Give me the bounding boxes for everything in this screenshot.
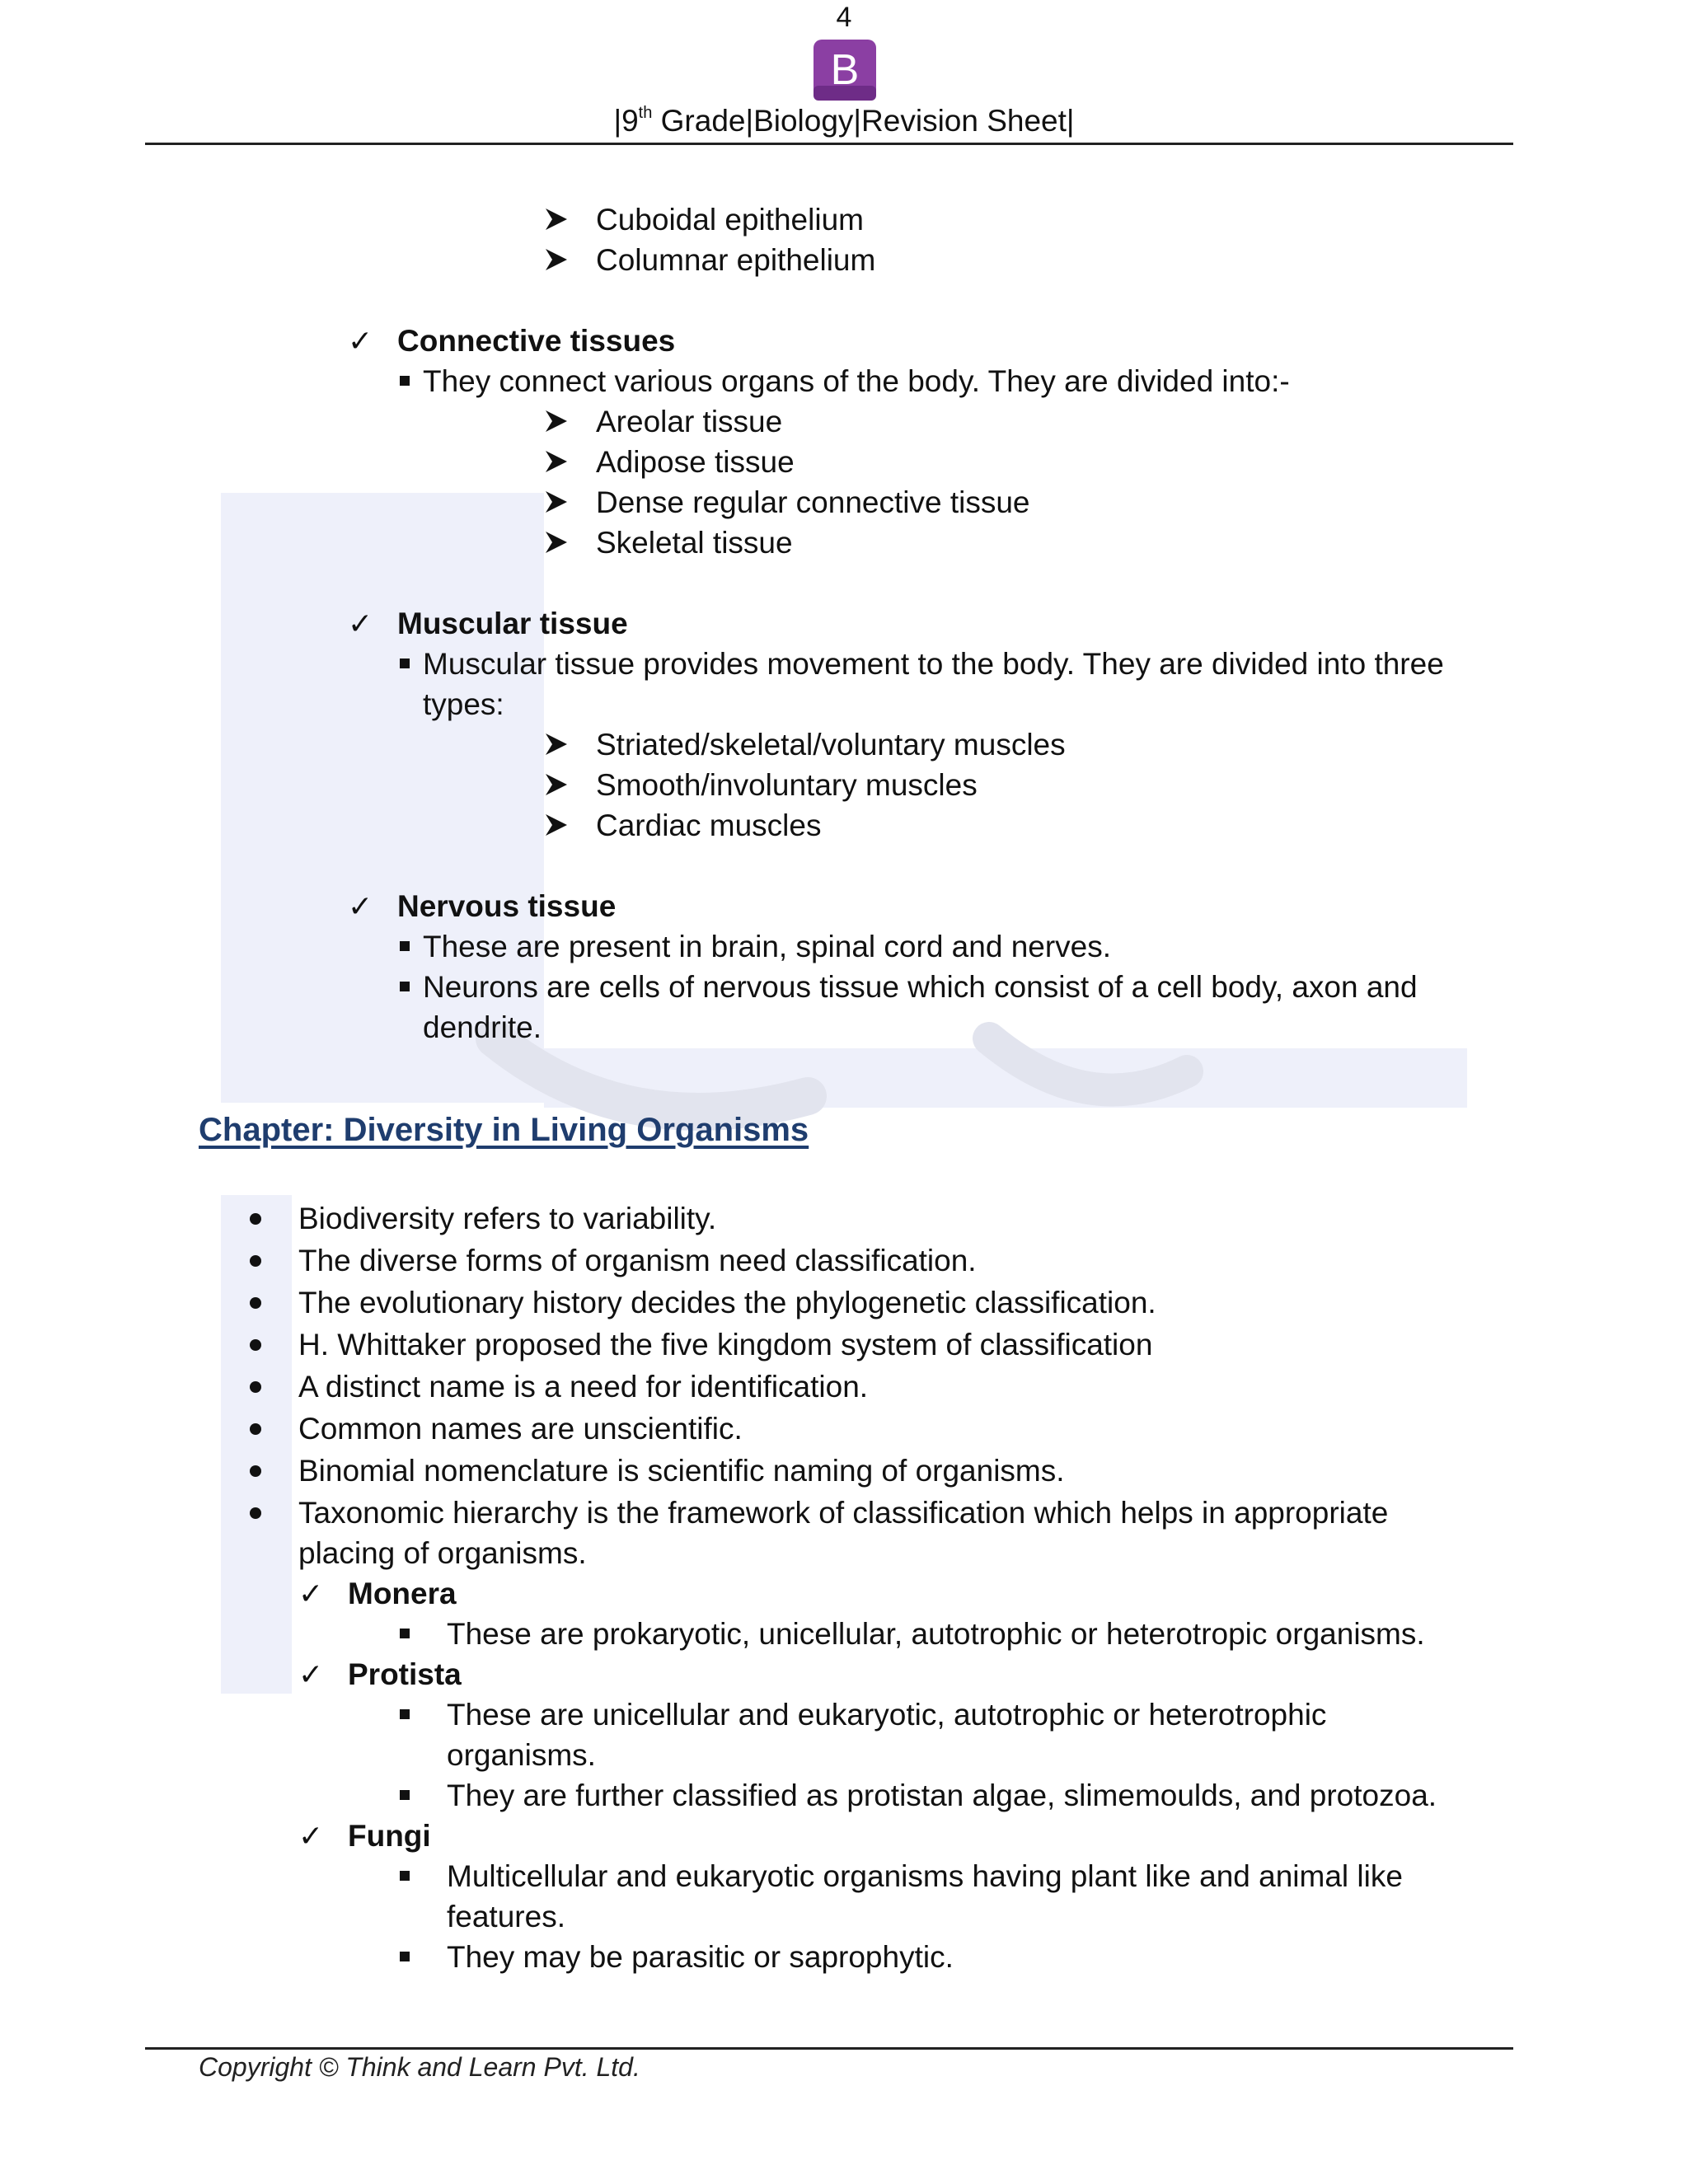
header-title-sup: th bbox=[638, 104, 653, 122]
square-bullet-icon bbox=[400, 941, 410, 951]
header-title-post: Grade|Biology|Revision Sheet| bbox=[652, 104, 1075, 138]
arrow-bullet-icon bbox=[544, 772, 569, 797]
header-rule bbox=[145, 143, 1513, 145]
byjus-logo bbox=[812, 38, 878, 102]
list-item bbox=[544, 724, 1066, 765]
bullet-item bbox=[250, 1408, 743, 1449]
connective-type: Adipose tissue bbox=[596, 445, 795, 479]
check-icon: ✓ bbox=[298, 1819, 324, 1853]
list-item bbox=[544, 765, 978, 805]
list-item bbox=[400, 644, 1444, 684]
monera-heading-text: Monera bbox=[348, 1577, 457, 1610]
muscular-type: Smooth/involuntary muscles bbox=[596, 768, 978, 802]
list-item bbox=[400, 1937, 954, 1977]
arrow-bullet-icon bbox=[544, 247, 569, 272]
check-icon: ✓ bbox=[348, 324, 373, 358]
muscular-type: Cardiac muscles bbox=[596, 808, 822, 842]
square-bullet-icon bbox=[400, 1871, 410, 1881]
dot-bullet-icon bbox=[250, 1255, 261, 1267]
check-icon: ✓ bbox=[298, 1577, 324, 1610]
protista-point: They are further classified as protistan algae, slimemoulds, and protozoa. bbox=[447, 1779, 1437, 1812]
bullet-item bbox=[250, 1282, 1156, 1323]
bullet-text: Biodiversity refers to variability. bbox=[298, 1202, 717, 1235]
muscular-type: Striated/skeletal/voluntary muscles bbox=[596, 728, 1066, 762]
list-item-continuation: organisms. bbox=[447, 1738, 596, 1772]
list-item-continuation: features. bbox=[447, 1900, 565, 1933]
list-item bbox=[400, 926, 1111, 967]
bullet-text: Common names are unscientific. bbox=[298, 1412, 743, 1446]
dot-bullet-icon bbox=[250, 1297, 261, 1309]
square-bullet-icon bbox=[400, 658, 410, 668]
nervous-point: These are present in brain, spinal cord and nerves. bbox=[423, 930, 1112, 963]
connective-description: They connect various organs of the body. They are divided into:- bbox=[423, 364, 1290, 398]
fungi-point: Multicellular and eukaryotic organisms having plant like and animal like bbox=[447, 1859, 1403, 1893]
list-item bbox=[544, 240, 875, 280]
fungi-heading bbox=[298, 1816, 431, 1856]
nervous-heading bbox=[348, 886, 616, 926]
chapter-title: Chapter: Diversity in Living Organisms bbox=[199, 1112, 809, 1148]
square-bullet-icon bbox=[400, 1952, 410, 1961]
muscular-heading bbox=[348, 603, 628, 644]
connective-heading bbox=[348, 321, 675, 361]
bullet-text: H. Whittaker proposed the five kingdom system of classification bbox=[298, 1328, 1153, 1361]
fungi-heading-text: Fungi bbox=[348, 1819, 431, 1853]
arrow-bullet-icon bbox=[544, 409, 569, 434]
list-item bbox=[544, 199, 864, 240]
header-title bbox=[0, 104, 1688, 138]
bullet-item bbox=[250, 1198, 716, 1239]
check-icon: ✓ bbox=[348, 607, 373, 640]
check-icon: ✓ bbox=[348, 889, 373, 923]
protista-heading-text: Protista bbox=[348, 1657, 462, 1691]
arrow-bullet-icon bbox=[544, 207, 569, 232]
dot-bullet-icon bbox=[250, 1423, 261, 1435]
bullet-text: Taxonomic hierarchy is the framework of classification which helps in appropriate bbox=[298, 1496, 1389, 1530]
dot-bullet-icon bbox=[250, 1507, 261, 1519]
check-icon: ✓ bbox=[298, 1657, 324, 1691]
list-item-continuation: types: bbox=[423, 687, 504, 721]
header-title-pre: |9 bbox=[613, 104, 639, 138]
list-item bbox=[544, 401, 782, 442]
fungi-point: They may be parasitic or saprophytic. bbox=[447, 1940, 954, 1974]
bullet-text: The diverse forms of organism need classification. bbox=[298, 1244, 977, 1277]
protista-heading bbox=[298, 1654, 462, 1694]
list-item bbox=[544, 482, 1030, 523]
bullet-text: Binomial nomenclature is scientific naming of organisms. bbox=[298, 1454, 1065, 1488]
connective-type: Areolar tissue bbox=[596, 405, 783, 438]
bullet-item bbox=[250, 1324, 1152, 1365]
bullet-text: The evolutionary history decides the phylogenetic classification. bbox=[298, 1286, 1156, 1319]
nervous-point: Neurons are cells of nervous tissue which consist of a cell body, axon and bbox=[423, 970, 1418, 1004]
nervous-heading-text: Nervous tissue bbox=[397, 889, 617, 923]
list-item bbox=[544, 805, 821, 846]
arrow-bullet-icon bbox=[544, 449, 569, 474]
dot-bullet-icon bbox=[250, 1465, 261, 1477]
list-item-continuation: dendrite. bbox=[423, 1010, 542, 1044]
list-item bbox=[400, 1856, 1403, 1896]
logo-letter: B bbox=[830, 46, 860, 94]
footer-rule bbox=[145, 2047, 1513, 2050]
bullet-item-continuation: placing of organisms. bbox=[298, 1536, 587, 1570]
arrow-bullet-icon bbox=[544, 530, 569, 555]
list-item bbox=[400, 1614, 1425, 1654]
bullet-item bbox=[250, 1451, 1065, 1491]
epithelium-type: Columnar epithelium bbox=[596, 243, 876, 277]
arrow-bullet-icon bbox=[544, 732, 569, 757]
list-item bbox=[544, 442, 795, 482]
list-item bbox=[544, 523, 793, 563]
list-item bbox=[400, 1694, 1326, 1735]
bullet-item bbox=[250, 1240, 977, 1281]
copyright-text: Copyright © Think and Learn Pvt. Ltd. bbox=[199, 2052, 640, 2082]
muscular-heading-text: Muscular tissue bbox=[397, 607, 628, 640]
muscular-description: Muscular tissue provides movement to the body. They are divided into three bbox=[423, 647, 1444, 681]
square-bullet-icon bbox=[400, 376, 410, 386]
dot-bullet-icon bbox=[250, 1213, 261, 1225]
square-bullet-icon bbox=[400, 1629, 410, 1638]
bullet-text: A distinct name is a need for identification. bbox=[298, 1370, 869, 1404]
list-item bbox=[400, 361, 1290, 401]
square-bullet-icon bbox=[400, 1790, 410, 1800]
bullet-item bbox=[250, 1493, 1388, 1533]
connective-type: Dense regular connective tissue bbox=[596, 485, 1030, 519]
square-bullet-icon bbox=[400, 1709, 410, 1719]
monera-heading bbox=[298, 1573, 457, 1614]
monera-point: These are prokaryotic, unicellular, autotrophic or heterotropic organisms. bbox=[447, 1617, 1425, 1651]
arrow-bullet-icon bbox=[544, 813, 569, 837]
list-item bbox=[400, 967, 1418, 1007]
list-item bbox=[400, 1775, 1437, 1816]
bullet-item bbox=[250, 1366, 868, 1407]
connective-heading-text: Connective tissues bbox=[397, 324, 676, 358]
square-bullet-icon bbox=[400, 982, 410, 991]
page-number: 4 bbox=[836, 2, 852, 33]
epithelium-type: Cuboidal epithelium bbox=[596, 203, 864, 237]
dot-bullet-icon bbox=[250, 1339, 261, 1351]
arrow-bullet-icon bbox=[544, 490, 569, 514]
connective-type: Skeletal tissue bbox=[596, 526, 793, 560]
dot-bullet-icon bbox=[250, 1381, 261, 1393]
protista-point: These are unicellular and eukaryotic, autotrophic or heterotrophic bbox=[447, 1698, 1327, 1732]
